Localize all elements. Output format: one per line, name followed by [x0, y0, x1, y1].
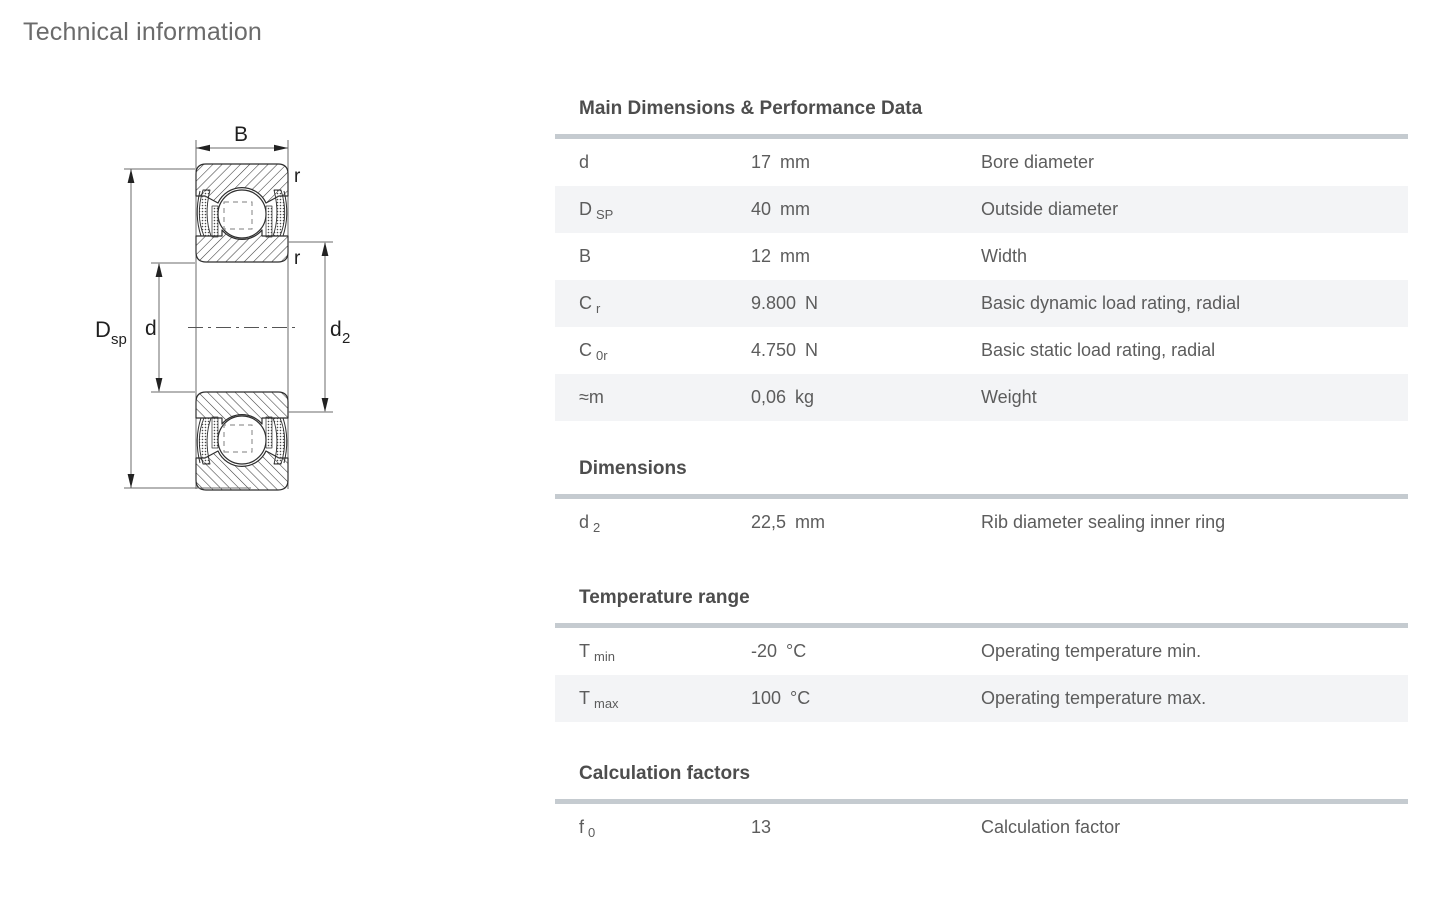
description: Basic dynamic load rating, radial: [981, 293, 1241, 313]
bearing-top-half: [196, 164, 288, 262]
unit: mm: [795, 512, 826, 532]
section-heading: Temperature range: [579, 587, 750, 608]
d-label: d: [145, 317, 157, 340]
description: Calculation factor: [981, 817, 1121, 837]
unit: °C: [790, 688, 811, 708]
section-calculation-factors: [555, 762, 1408, 851]
description: Weight: [981, 387, 1037, 407]
unit: °C: [786, 641, 807, 661]
symbol-subscript: 2: [593, 520, 601, 535]
dsp-label: D: [95, 317, 111, 342]
table-row: [555, 675, 1408, 722]
table-row: [555, 499, 1408, 546]
section-heading: Main Dimensions & Performance Data: [579, 98, 923, 119]
table-row: [555, 804, 1408, 851]
table-row: [555, 233, 1408, 280]
symbol-subscript: SP: [596, 207, 614, 222]
value: 4.750: [751, 340, 797, 360]
table-row: [555, 280, 1408, 327]
bearing-diagram: [0, 0, 400, 520]
symbol: d: [579, 512, 590, 532]
table-row: [555, 139, 1408, 186]
table-row: [555, 374, 1408, 421]
table-row: [555, 628, 1408, 675]
symbol: B: [579, 246, 592, 266]
value: -20: [751, 641, 778, 661]
bearing-bottom-half: [196, 392, 288, 490]
b-dimension-label: B: [233, 123, 249, 146]
unit: mm: [780, 199, 811, 219]
symbol: C: [579, 340, 592, 360]
symbol-subscript: r: [596, 301, 601, 316]
spec-table: [555, 134, 1408, 421]
radius-label-top: r: [294, 166, 301, 187]
unit: mm: [780, 152, 811, 172]
symbol: D: [579, 199, 592, 219]
value: 100: [751, 688, 782, 708]
value: 12: [751, 246, 772, 266]
symbol: d: [579, 152, 590, 172]
table-row: [555, 186, 1408, 233]
description: Rib diameter sealing inner ring: [981, 512, 1226, 532]
section-heading: Dimensions: [579, 458, 687, 479]
value: 0,06: [751, 387, 787, 407]
symbol: T: [579, 688, 590, 708]
symbol: f: [579, 817, 585, 837]
value: 40: [751, 199, 772, 219]
section-heading: Calculation factors: [579, 763, 751, 784]
unit: N: [805, 340, 819, 360]
d2-label-sub: 2: [342, 330, 351, 347]
section-dimensions: [555, 457, 1408, 546]
symbol: C: [579, 293, 592, 313]
spec-table: [555, 494, 1408, 546]
d2-label: d: [330, 318, 342, 341]
description: Bore diameter: [981, 152, 1095, 172]
spec-table: [555, 623, 1408, 722]
description: Outside diameter: [981, 199, 1119, 219]
value: 13: [751, 817, 772, 837]
unit: kg: [795, 387, 815, 407]
description: Basic static load rating, radial: [981, 340, 1216, 360]
symbol-subscript: min: [594, 649, 615, 664]
radius-label-bottom: r: [294, 248, 301, 269]
unit: mm: [780, 246, 811, 266]
symbol: ≈m: [579, 387, 604, 407]
unit: N: [805, 293, 819, 313]
section-temperature-range: [555, 586, 1408, 722]
description: Operating temperature max.: [981, 688, 1207, 708]
spec-table: [555, 799, 1408, 851]
page-title: Technical information: [23, 18, 263, 46]
value: 9.800: [751, 293, 797, 313]
technical-data-panel: [555, 97, 1408, 887]
dsp-label-sub: sp: [111, 331, 127, 348]
symbol-subscript: 0: [588, 825, 596, 840]
symbol-subscript: max: [594, 696, 619, 711]
description: Operating temperature min.: [981, 641, 1202, 661]
description: Width: [981, 246, 1028, 266]
value: 22,5: [751, 512, 787, 532]
symbol-subscript: 0r: [596, 348, 608, 363]
table-row: [555, 327, 1408, 374]
value: 17: [751, 152, 772, 172]
section-main-dimensions: [555, 97, 1408, 421]
symbol: T: [579, 641, 590, 661]
